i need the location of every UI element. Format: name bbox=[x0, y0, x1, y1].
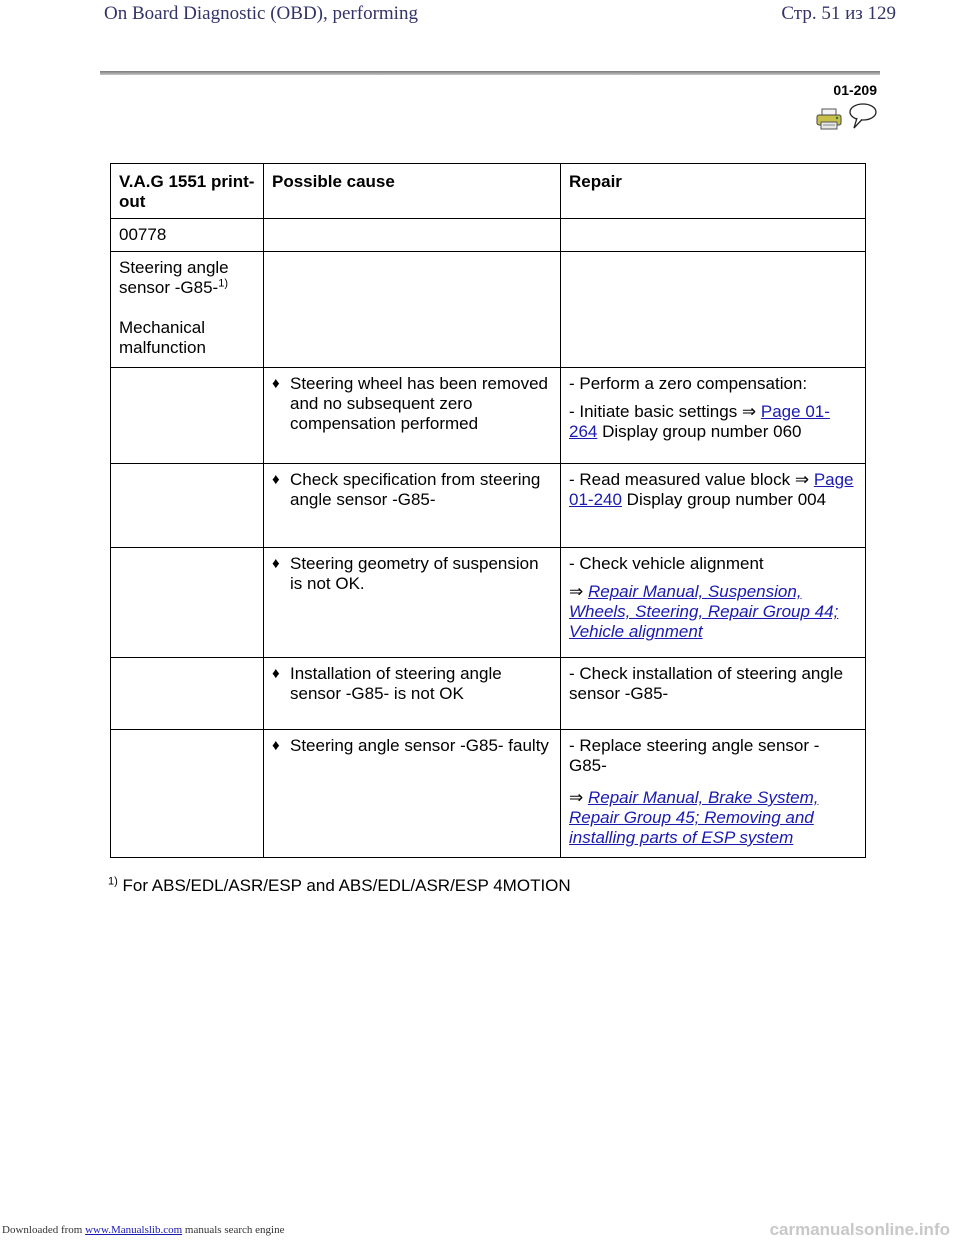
diamond-bullet-icon: ♦ bbox=[272, 375, 280, 392]
repair-step: - Check vehicle alignment bbox=[569, 554, 764, 573]
document-title: On Board Diagnostic (OBD), performing bbox=[104, 3, 418, 24]
empty-cell bbox=[111, 368, 264, 464]
empty-cell bbox=[111, 548, 264, 658]
repair-step: - Perform a zero compensation: bbox=[569, 374, 808, 393]
repair-cell bbox=[561, 658, 866, 730]
cause-text: Steering angle sensor -G85- faulty bbox=[290, 736, 549, 755]
component-fault: Mechanical malfunction bbox=[119, 318, 206, 357]
fault-code: 00778 bbox=[111, 219, 264, 252]
manualslib-link[interactable]: www.Manualslib.com bbox=[85, 1224, 183, 1236]
repair-manual-link[interactable]: Repair Manual, Brake System, Repair Group 45; Removing and installing parts of ESP system bbox=[569, 788, 819, 847]
cause-cell bbox=[264, 730, 561, 858]
empty-cell bbox=[264, 219, 561, 252]
diamond-bullet-icon: ♦ bbox=[272, 471, 280, 488]
arrow-text: ⇒ bbox=[569, 582, 588, 601]
repair-cell bbox=[561, 548, 866, 658]
diamond-bullet-icon: ♦ bbox=[272, 737, 280, 754]
component-cell bbox=[111, 252, 264, 368]
diamond-bullet-icon: ♦ bbox=[272, 665, 280, 682]
table-row bbox=[111, 252, 866, 368]
footnote-mark: 1) bbox=[108, 875, 118, 888]
credit-text: Downloaded from bbox=[2, 1224, 86, 1236]
page-code: 01-209 bbox=[833, 82, 877, 98]
component-name: Steering angle sensor -G85- bbox=[119, 258, 229, 297]
repair-step bbox=[569, 470, 857, 510]
repair-text: Display group number 060 bbox=[597, 422, 802, 441]
table-header-row bbox=[111, 164, 866, 219]
column-header-repair: Repair bbox=[561, 164, 866, 219]
repair-cell bbox=[561, 368, 866, 464]
diagnostic-table bbox=[110, 163, 866, 858]
printer-icon[interactable] bbox=[816, 108, 842, 130]
cause-text: Steering geometry of suspension is not OK. bbox=[290, 554, 539, 593]
footnote-ref: 1) bbox=[218, 277, 228, 290]
table-row bbox=[111, 658, 866, 730]
cause-cell bbox=[264, 658, 561, 730]
repair-step bbox=[569, 582, 857, 642]
empty-cell bbox=[111, 730, 264, 858]
download-credit bbox=[2, 1224, 284, 1236]
empty-cell bbox=[111, 464, 264, 548]
repair-text: - Initiate basic settings ⇒ bbox=[569, 402, 761, 421]
table-row bbox=[111, 464, 866, 548]
footnote bbox=[108, 876, 571, 896]
arrow-text: ⇒ bbox=[569, 788, 588, 807]
table-row bbox=[111, 368, 866, 464]
speech-bubble-icon[interactable] bbox=[848, 102, 878, 130]
table-row bbox=[111, 219, 866, 252]
empty-cell bbox=[561, 219, 866, 252]
footnote-text: For ABS/EDL/ASR/ESP and ABS/EDL/ASR/ESP 4MOTION bbox=[117, 876, 571, 895]
repair-step bbox=[569, 402, 857, 442]
column-header-printout: V.A.G 1551 print-out bbox=[111, 164, 264, 219]
empty-cell bbox=[561, 252, 866, 368]
repair-text: Display group number 004 bbox=[621, 490, 827, 509]
repair-step bbox=[569, 788, 857, 848]
cause-text: Check specification from steering angle sensor -G85- bbox=[290, 470, 541, 509]
empty-cell bbox=[111, 658, 264, 730]
repair-cell bbox=[561, 730, 866, 858]
page-link[interactable]: Page 01-240 bbox=[569, 470, 854, 509]
repair-cell bbox=[561, 464, 866, 548]
cause-cell bbox=[264, 548, 561, 658]
repair-text: - Read measured value block ⇒ bbox=[569, 470, 814, 489]
page-counter: Стр. 51 из 129 bbox=[781, 3, 896, 24]
cause-text: Steering wheel has been removed and no subsequent zero compensation performed bbox=[290, 374, 548, 433]
credit-text: manuals search engine bbox=[182, 1224, 285, 1236]
repair-manual-link[interactable]: Repair Manual, Suspension, Wheels, Steering, Repair Group 44; Vehicle alignment bbox=[569, 582, 839, 641]
header-rule bbox=[100, 71, 880, 75]
watermark: carmanualsonline.info bbox=[769, 1220, 950, 1239]
column-header-cause: Possible cause bbox=[264, 164, 561, 219]
repair-step: - Check installation of steering angle sensor -G85- bbox=[569, 664, 844, 703]
cause-cell bbox=[264, 368, 561, 464]
empty-cell bbox=[264, 252, 561, 368]
diamond-bullet-icon: ♦ bbox=[272, 555, 280, 572]
table-row bbox=[111, 548, 866, 658]
repair-step: - Replace steering angle sensor -G85- bbox=[569, 736, 820, 775]
cause-cell bbox=[264, 464, 561, 548]
table-row bbox=[111, 730, 866, 858]
page-link[interactable]: Page 01-264 bbox=[569, 402, 830, 441]
cause-text: Installation of steering angle sensor -G85- is not OK bbox=[290, 664, 502, 703]
